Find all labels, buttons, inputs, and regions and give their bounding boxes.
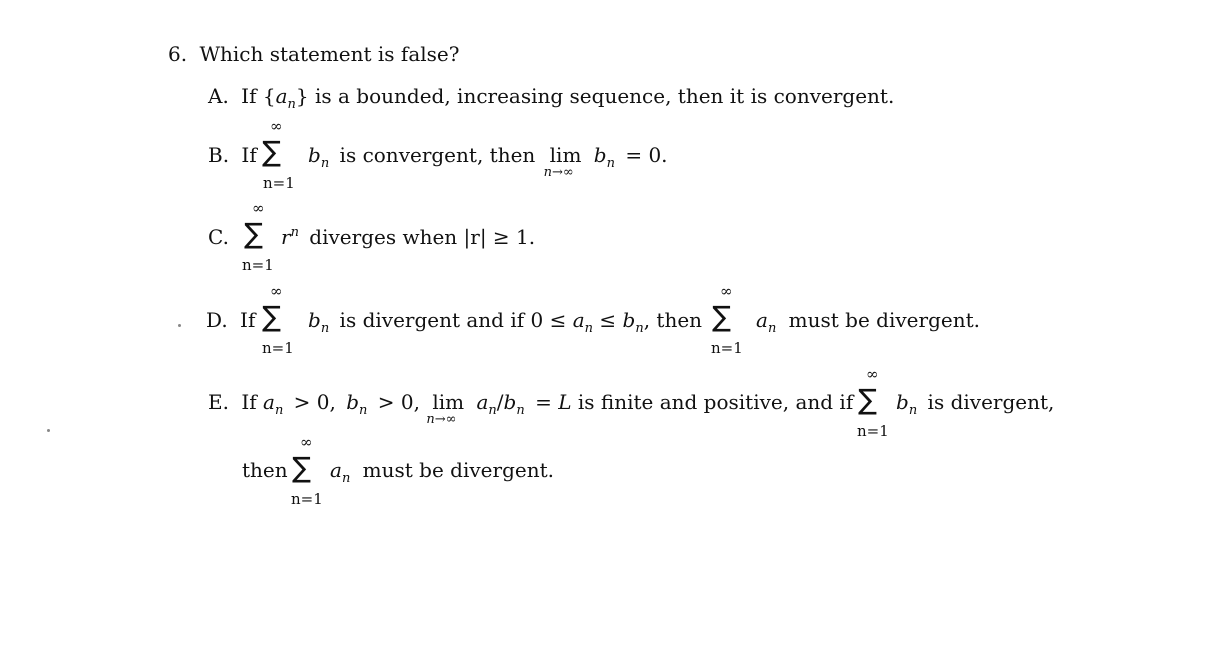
option-text: is divergent, (927, 390, 1055, 414)
sum-upper: ∞ (252, 199, 265, 217)
option-text: If (241, 390, 257, 414)
option-text: , then (643, 308, 703, 332)
scan-speck (178, 324, 181, 327)
option-label: C. (208, 225, 229, 249)
math-var: a (275, 84, 288, 108)
sigma-symbol: ∑ (244, 217, 263, 250)
math-sub: n (341, 471, 351, 486)
sum-upper: ∞ (300, 433, 313, 451)
math-op: / (496, 390, 504, 414)
option-text: is finite and positive, and if (577, 390, 854, 414)
math-var: b (593, 143, 607, 167)
option-d-body (308, 308, 702, 336)
option-text: is divergent and if 0 ≤ (339, 308, 567, 332)
math-var: b (308, 143, 321, 167)
option-c-body (281, 225, 535, 253)
option-label: B. (208, 143, 230, 167)
limit-block (426, 390, 465, 427)
math-var: a (572, 308, 585, 332)
math-var: b (622, 308, 636, 332)
question-number: 6. (168, 42, 188, 66)
limit-word: lim (432, 390, 465, 414)
math-var: b (308, 308, 321, 332)
math-sub: n (767, 321, 777, 336)
sum-lower: n=1 (262, 339, 294, 357)
math-brace: { (262, 84, 276, 108)
math-brace: } (295, 84, 309, 108)
math-sub: n (274, 403, 284, 418)
option-text: = 0. (625, 143, 668, 167)
math-op: ≤ (599, 308, 617, 332)
math-sub: n (359, 403, 368, 418)
sigma-symbol: ∑ (262, 135, 281, 168)
option-label: A. (208, 84, 229, 108)
option-a (208, 84, 894, 112)
limit-sub: n→∞ (426, 412, 457, 427)
limit-word: lim (549, 143, 582, 167)
option-b-body (308, 143, 668, 180)
sum-lower: n=1 (857, 422, 889, 440)
math-var: a (263, 390, 275, 414)
option-e-line2 (330, 458, 554, 486)
math-op: > 0, (377, 390, 420, 414)
option-e-body (208, 390, 854, 427)
sum-lower: n=1 (291, 490, 323, 508)
limit-sub: n→∞ (543, 165, 574, 180)
sigma-symbol: ∑ (292, 451, 311, 484)
sigma-symbol: ∑ (712, 300, 731, 333)
option-e-then (242, 458, 288, 482)
option-e-tail (896, 390, 1054, 418)
math-sub: n (320, 321, 330, 336)
option-text: diverges when |r| ≥ 1. (309, 225, 536, 249)
scan-speck (47, 429, 50, 432)
math-sub: n (320, 156, 330, 171)
math-var: a (330, 458, 342, 482)
math-sub: n (287, 97, 296, 112)
option-text: If (241, 143, 257, 167)
math-sub: n (908, 403, 918, 418)
option-b-label (208, 143, 257, 167)
math-var: a (756, 308, 768, 332)
option-text: must be divergent. (362, 458, 554, 482)
option-c-label (208, 225, 229, 249)
math-var: L (558, 390, 572, 414)
math-sub: n (635, 321, 644, 336)
math-op: > 0, (293, 390, 336, 414)
math-op: = (535, 390, 552, 414)
math-sub: n (606, 156, 615, 171)
option-label: D. (206, 308, 228, 332)
option-text: If (241, 84, 257, 108)
option-label: E. (208, 390, 229, 414)
sigma-symbol: ∑ (262, 300, 281, 333)
math-sup: n (290, 225, 299, 240)
option-text: If (240, 308, 256, 332)
math-var: b (896, 390, 909, 414)
option-text: must be divergent. (788, 308, 980, 332)
option-text: is convergent, then (339, 143, 536, 167)
math-var: b (503, 390, 517, 414)
option-text: then (242, 458, 288, 482)
sum-lower: n=1 (242, 256, 274, 274)
math-sub: n (516, 403, 525, 418)
math-sub: n (488, 403, 497, 418)
option-d-label (206, 308, 255, 332)
sum-upper: ∞ (720, 282, 733, 300)
sum-lower: n=1 (263, 174, 295, 192)
sigma-symbol: ∑ (858, 383, 877, 416)
sum-lower: n=1 (711, 339, 743, 357)
limit-block (543, 143, 582, 180)
math-sub: n (584, 321, 594, 336)
math-var: r (281, 225, 291, 249)
question-header (168, 42, 459, 66)
option-text: is a bounded, increasing sequence, then it is convergent. (314, 84, 895, 108)
math-var: a (476, 390, 489, 414)
sum-upper: ∞ (866, 365, 879, 383)
option-d-tail (756, 308, 980, 336)
sum-upper: ∞ (270, 117, 283, 135)
question-text: Which statement is false? (199, 42, 460, 66)
math-var: b (346, 390, 360, 414)
sum-upper: ∞ (270, 282, 283, 300)
